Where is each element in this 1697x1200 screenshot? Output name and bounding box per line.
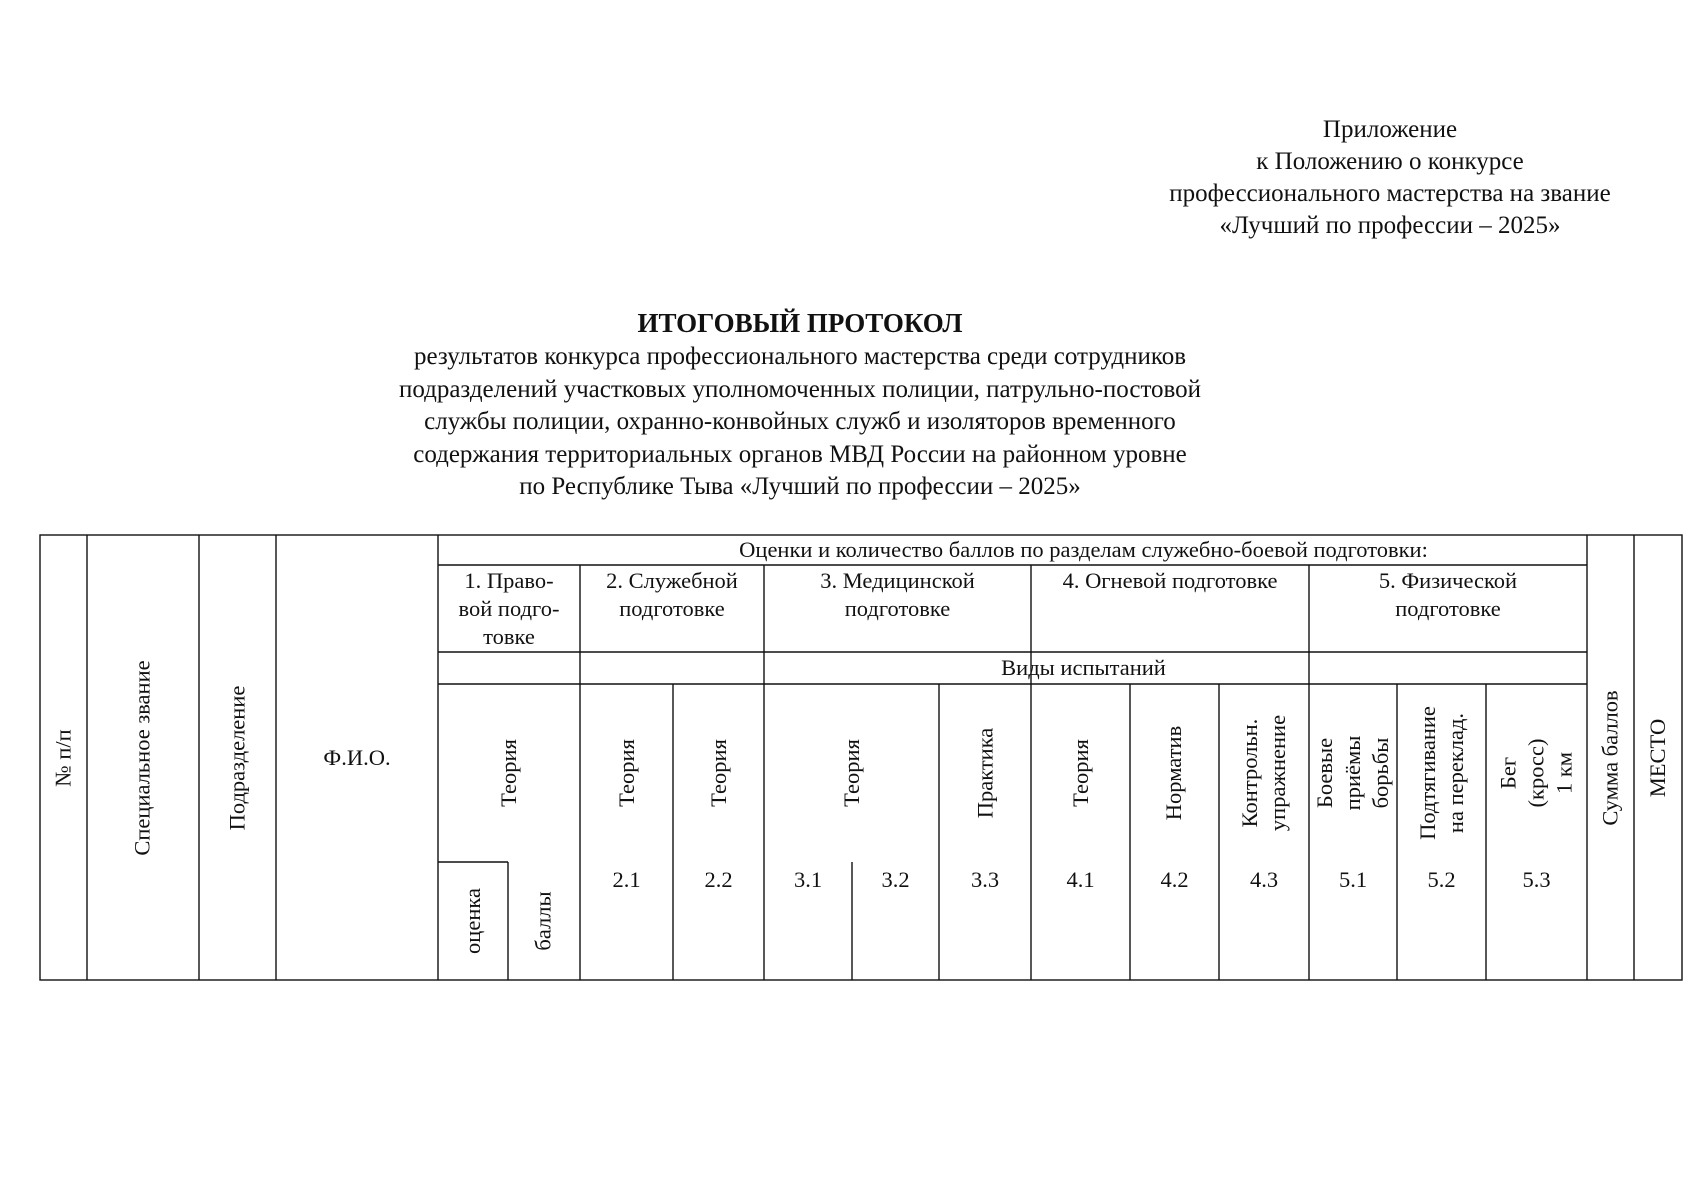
section-header-fire: 4. Огневой подготовке (1062, 568, 1278, 593)
code-5-3: 5.3 (1522, 867, 1551, 892)
code-2-2: 2.2 (704, 867, 733, 892)
test-service-theory-1: Теория (613, 739, 639, 807)
section-header-physical: 5. Физической подготовке (1378, 568, 1518, 621)
code-4-3: 4.3 (1249, 867, 1279, 892)
section-header-medical: 3. Медицинской подготовке (820, 568, 975, 621)
test-medical-theory: Теория (838, 739, 864, 807)
code-3-2: 3.2 (881, 867, 910, 892)
test-physical-run: Бег (кросс) 1 км (1495, 738, 1577, 808)
code-4-1: 4.1 (1066, 867, 1095, 892)
appendix-line: Приложение (1322, 116, 1458, 143)
test-fire-control-exercise: Контрольн. упражнение (1237, 714, 1291, 832)
test-fire-theory: Теория (1067, 739, 1093, 807)
section-header-legal: 1. Право- вой подго- товке (458, 568, 560, 649)
subcol-grade: оценка (460, 888, 485, 954)
col-header-unit: Подразделение (224, 685, 250, 830)
section-header-service: 2. Служебной подготовке (606, 568, 738, 621)
test-physical-pullups: Подтягивание на переклад. (1414, 706, 1468, 840)
appendix-line: профессионального мастерства на звание (1169, 180, 1611, 207)
subcol-points: баллы (531, 891, 556, 951)
subtitle-line: службы полиции, охранно-конвойных служб и изоляторов временного (424, 408, 1176, 435)
table-grid-lines (40, 535, 1682, 980)
col-header-special-rank: Специальное звание (130, 659, 155, 856)
appendix-line: «Лучший по профессии – 2025» (1219, 212, 1561, 239)
col-header-place: МЕСТО (1645, 718, 1670, 797)
group-header-training-sections: Оценки и количество баллов по разделам служебно-боевой подготовки: (739, 537, 1428, 562)
test-types-header: Виды испытаний (1001, 655, 1166, 680)
appendix-header (1120, 114, 1660, 242)
subtitle-line: содержания территориальных органов МВД России на районном уровне (413, 440, 1187, 468)
code-3-3: 3.3 (970, 867, 1000, 892)
test-physical-combat-techniques: Боевые приёмы борьбы (1312, 735, 1393, 811)
test-fire-standard: Норматив (1161, 725, 1187, 821)
subtitle-line: подразделений участковых уполномоченных полиции, патрульно-постовой (398, 375, 1202, 403)
code-3-1: 3.1 (793, 867, 823, 892)
subtitle-line: по Республике Тыва «Лучший по профессии – 2025» (519, 473, 1081, 500)
code-4-2: 4.2 (1160, 867, 1189, 892)
subtitle-line: результатов конкурса профессионального мастерства среди сотрудников (413, 343, 1187, 370)
document-title-block (300, 305, 1300, 504)
protocol-table (40, 535, 1682, 980)
document-title: ИТОГОВЫЙ ПРОТОКОЛ (637, 308, 963, 338)
code-5-2: 5.2 (1427, 867, 1456, 892)
col-header-total-points: Сумма баллов (1597, 689, 1623, 826)
test-legal-theory: Теория (495, 739, 521, 807)
code-5-1: 5.1 (1338, 867, 1368, 892)
test-service-theory-2: Теория (705, 739, 731, 807)
col-header-full-name: Ф.И.О. (323, 744, 391, 770)
appendix-line: к Положению о конкурсе (1256, 148, 1524, 175)
test-medical-practice: Практика (971, 727, 997, 819)
col-header-number: № п/п (50, 728, 76, 787)
code-2-1: 2.1 (612, 867, 641, 892)
